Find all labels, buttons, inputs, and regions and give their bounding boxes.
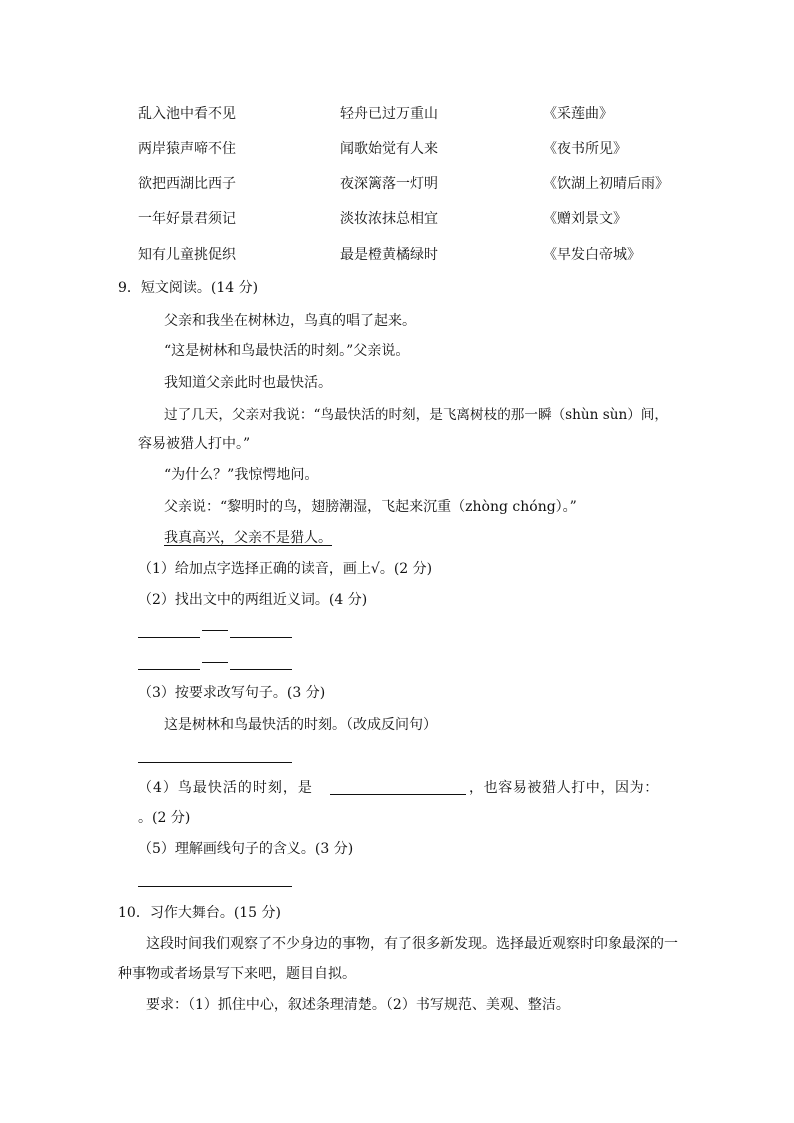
synonym-blank-1a[interactable] [138,637,200,638]
synonym-blank-2b[interactable] [230,669,292,670]
q9-paragraph-6: 父亲说：“黎明时的鸟，翅膀潮湿，飞起来沉重（zhòng chóng）。” [164,499,577,515]
synonym-dash-2 [202,662,228,663]
poem-second-line-4: 淡妆浓抹总相宜 [340,211,438,227]
q9-sub-question-1: （1）给加点字选择正确的读音，画上√。(2 分) [138,561,433,577]
synonym-blank-1b[interactable] [230,637,292,638]
q9-underlined-sentence: 我真高兴，父亲不是猎人。 [164,530,332,546]
q9-sub-question-3: （3）按要求改写句子。(3 分) [138,685,326,701]
q9-sub-question-4-part-a: （4）鸟最快活的时刻，是 [138,780,313,796]
q9-sub-question-4-part-c: 。(2 分) [138,810,191,826]
q9-paragraph-3: 我知道父亲此时也最快活。 [164,375,332,391]
q9-sub-question-5: （5）理解画线句子的含义。(3 分) [138,841,354,857]
q10-requirements: 要求：（1）抓住中心，叙述条理清楚。（2）书写规范、美观、整洁。 [146,997,570,1013]
q9-paragraph-4-line-2: 容易被猎人打中。” [138,436,251,452]
poem-title-2: 《夜书所见》 [543,141,627,157]
poem-first-line-5: 知有儿童挑促织 [138,247,236,263]
poem-first-line-2: 两岸猿声啼不住 [138,141,236,157]
poem-second-line-2: 闻歌始觉有人来 [340,141,438,157]
q10-heading: 10．习作大舞台。(15 分) [118,905,282,921]
poem-first-line-1: 乱入池中看不见 [138,106,236,122]
q9-paragraph-1: 父亲和我坐在树林边，鸟真的唱了起来。 [164,313,416,329]
poem-first-line-3: 欲把西湖比西子 [138,176,236,192]
q9-sub-question-3-sentence: 这是树林和鸟最快活的时刻。（改成反问句） [164,717,437,733]
q10-prompt-line-1: 这段时间我们观察了不少身边的事物，有了很多新发现。选择最近观察时印象最深的一 [146,936,678,952]
q9-paragraph-2: “这是树林和鸟最快活的时刻。”父亲说。 [164,343,410,359]
q9-sub-question-4-part-b: ，也容易被猎人打中，因为： [469,780,659,796]
meaning-answer-blank[interactable] [138,886,292,887]
poem-title-1: 《采莲曲》 [543,106,613,122]
poem-second-line-5: 最是橙黄橘绿时 [340,247,438,263]
q10-prompt-line-2: 种事物或者场景写下来吧，题目自拟。 [118,966,356,982]
happiest-moment-blank[interactable] [330,794,466,795]
rewrite-answer-blank[interactable] [138,762,292,763]
poem-title-3: 《饮湖上初晴后雨》 [543,176,669,192]
q9-paragraph-4-line-1: 过了几天，父亲对我说：“鸟最快活的时刻，是飞离树枝的那一瞬（shùn sùn）间， [164,407,668,423]
q9-paragraph-5: “为什么？”我惊愕地问。 [164,467,319,483]
poem-title-5: 《早发白帝城》 [543,247,641,263]
q9-heading: 9．短文阅读。(14 分) [118,280,259,296]
synonym-dash-1 [202,630,228,631]
poem-second-line-3: 夜深篱落一灯明 [340,176,438,192]
poem-second-line-1: 轻舟已过万重山 [340,106,438,122]
poem-first-line-4: 一年好景君须记 [138,211,236,227]
synonym-blank-2a[interactable] [138,669,200,670]
poem-title-4: 《赠刘景文》 [543,211,627,227]
q9-sub-question-2: （2）找出文中的两组近义词。(4 分) [138,592,368,608]
